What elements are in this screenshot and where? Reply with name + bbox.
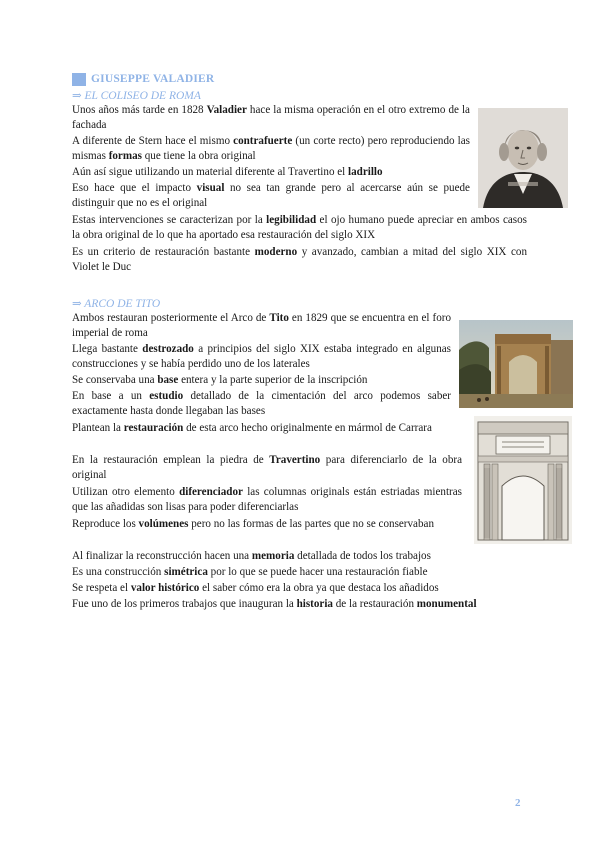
paragraph: Unos años más tarde en 1828 Valadier hace la misma operación en el otro extremo de la fachada [72, 104, 470, 132]
paragraph: En base a un estudio detallado de la cimentación del arco podemos saber exactamente hasta donde llegaban las bases [72, 390, 451, 418]
arch-of-titus-engraving-image [474, 416, 572, 544]
paragraph: Es una construcción simétrica por lo que se puede hacer una restauración fiable [72, 566, 428, 578]
paragraph: Aún así sigue utilizando un material diferente al Travertino el ladrillo [72, 166, 383, 178]
paragraph: Es un criterio de restauración bastante moderno y avanzado, cambian a mitad del siglo XIX con Violet le Duc [72, 246, 528, 274]
subheading-arco-de-tito: ⇒ ARCO DE TITO [72, 298, 161, 310]
paragraph: A diferente de Stern hace el mismo contrafuerte (un corte recto) pero reproduciendo las mismas formas que tiene la obra original [72, 135, 470, 163]
paragraph: Se conservaba una base entera y la parte superior de la inscripción [72, 374, 368, 386]
paragraph: Eso hace que el impacto visual no sea tan grande pero al acercarse aún se puede distinguir que no es el original [72, 182, 470, 210]
paragraph: Ambos restauran posteriormente el Arco de Tito en 1829 que se encuentra en el foro imperial de roma [72, 312, 451, 340]
subheading-coliseo: ⇒ EL COLISEO DE ROMA [72, 90, 201, 102]
section-heading [72, 72, 214, 86]
paragraph: En la restauración emplean la piedra de Travertino para diferenciarlo de la obra original [72, 454, 462, 482]
arch-of-titus-painting-image [459, 320, 573, 408]
page-number: 2 [515, 797, 521, 809]
heading-title: GIUSEPPE VALADIER [91, 73, 215, 85]
paragraph: Reproduce los volúmenes pero no las formas de las partes que no se conservaban [72, 518, 434, 530]
paragraph: Fue uno de los primeros trabajos que inauguran la historia de la restauración monumental [72, 598, 477, 610]
paragraph: Utilizan otro elemento diferenciador las columnas originals están estriadas mientras que las añadidas son lisas para poder diferenciarlas [72, 486, 462, 514]
valadier-portrait-image [478, 108, 568, 208]
heading-square-icon [72, 73, 86, 86]
paragraph: Plantean la restauración de esta arco hecho originalmente en mármol de Carrara [72, 422, 432, 434]
paragraph: Llega bastante destrozado a principios del siglo XIX estaba integrado en algunas construcciones y se había perdido uno de los laterales [72, 343, 451, 371]
paragraph: Estas intervenciones se caracterizan por la legibilidad el ojo humano puede apreciar en ambos casos la obra original de lo que ha aportado esa restauración del siglo XIX [72, 214, 527, 242]
paragraph: Al finalizar la reconstrucción hacen una memoria detallada de todos los trabajos [72, 550, 431, 562]
paragraph: Se respeta el valor histórico el saber cómo era la obra ya que destaca los añadidos [72, 582, 439, 594]
